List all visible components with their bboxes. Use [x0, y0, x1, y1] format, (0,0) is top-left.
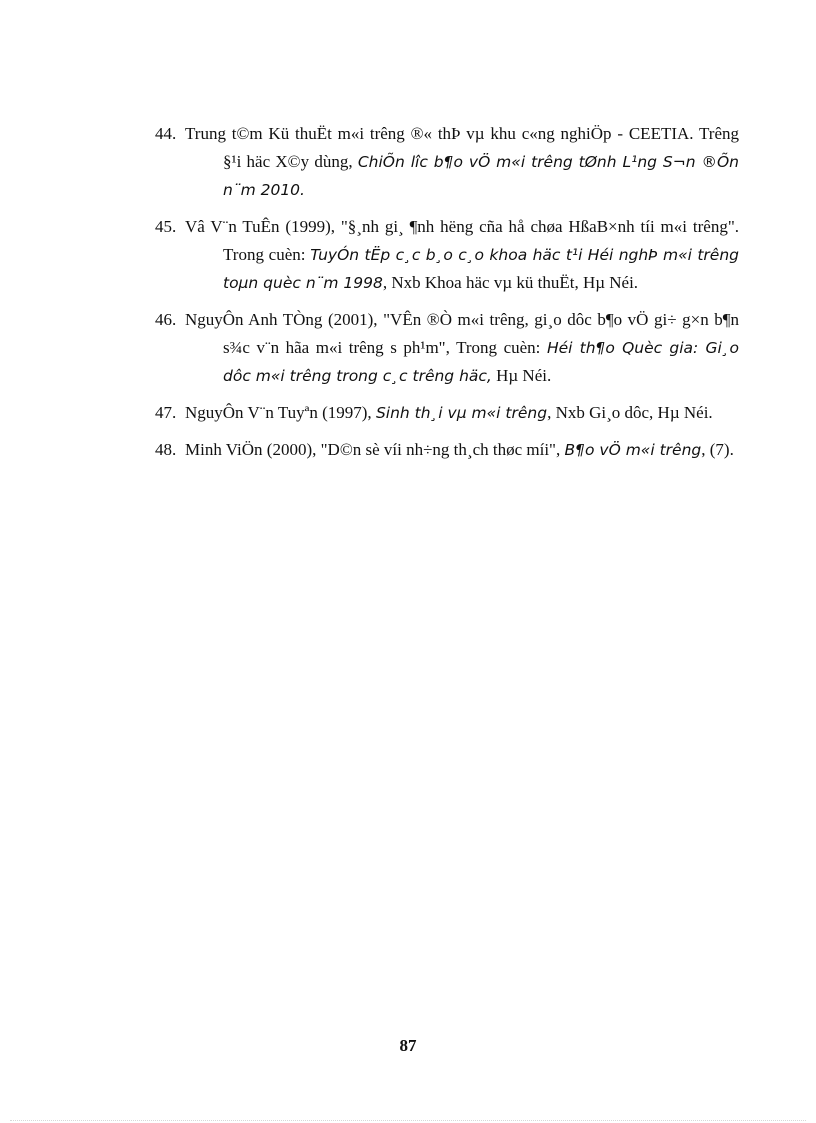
reference-item [155, 213, 739, 297]
reference-lead: NguyÔn Anh TÒng (2001), "VÊn ®Ò m«i trêng, gi¸o dôc b¶o vÖ gi÷ [185, 310, 677, 329]
reference-tail: , Nxb Gi¸o dôc, Hµ Néi. [547, 403, 713, 422]
page-bottom-divider [10, 1120, 806, 1121]
reference-tail: Hµ Néi. [491, 366, 552, 385]
page-number: 87 [399, 1036, 417, 1055]
reference-lead: Minh ViÖn (2000), "D©n sè víi nh÷ng th¸ch thøc míi", [185, 440, 561, 459]
reference-number: 48. [155, 440, 177, 459]
reference-number: 47. [155, 403, 177, 422]
reference-body: g×n b¶n s¾c v¨n hãa m«i trêng s ph¹m", Trong cuèn: [223, 310, 740, 357]
reference-number: 45. [155, 217, 177, 236]
reference-list [155, 120, 739, 473]
reference-number: 44. [155, 124, 177, 143]
reference-item [155, 399, 739, 427]
reference-title: ChiÕn lîc b¶o vÖ m«i trêng tØnh L¹ng S¬n ®Õn n¨m 2010. [223, 153, 740, 199]
reference-lead: Trung t©m Kü thuËt m«i trêng ®« thÞ vµ khu c«ng nghiÖp - [185, 124, 624, 143]
reference-item [155, 436, 739, 464]
reference-body: trêng". Trong cuèn: [223, 217, 740, 264]
reference-item [155, 306, 739, 390]
reference-title: B¶o vÖ m«i trêng [564, 441, 702, 459]
reference-body: CEETIA. Trêng §¹i häc X©y dùng, [223, 124, 740, 171]
reference-tail: , (7). [701, 440, 734, 459]
reference-tail: , Nxb Khoa häc vµ kü thuËt, Hµ Néi. [382, 273, 639, 292]
reference-lead: NguyÔn V¨n Tuyªn (1997), [185, 403, 372, 422]
reference-lead: Vâ V¨n TuÊn (1999), "§¸nh gi¸ ¶nh hëng cña hå chøa HßaB×nh tíi m«i [185, 217, 688, 236]
reference-item [155, 120, 739, 204]
reference-number: 46. [155, 310, 177, 329]
reference-title: Sinh th¸i vµ m«i trêng [375, 404, 548, 422]
reference-title: TuyÓn tËp c¸c b¸o c¸o khoa häc t¹i Héi nghÞ m«i trêng toµn quèc n¨m 1998 [223, 246, 740, 292]
reference-title: Héi th¶o Quèc gia: Gi¸o dôc m«i trêng trong c¸c trêng häc, [223, 339, 740, 385]
